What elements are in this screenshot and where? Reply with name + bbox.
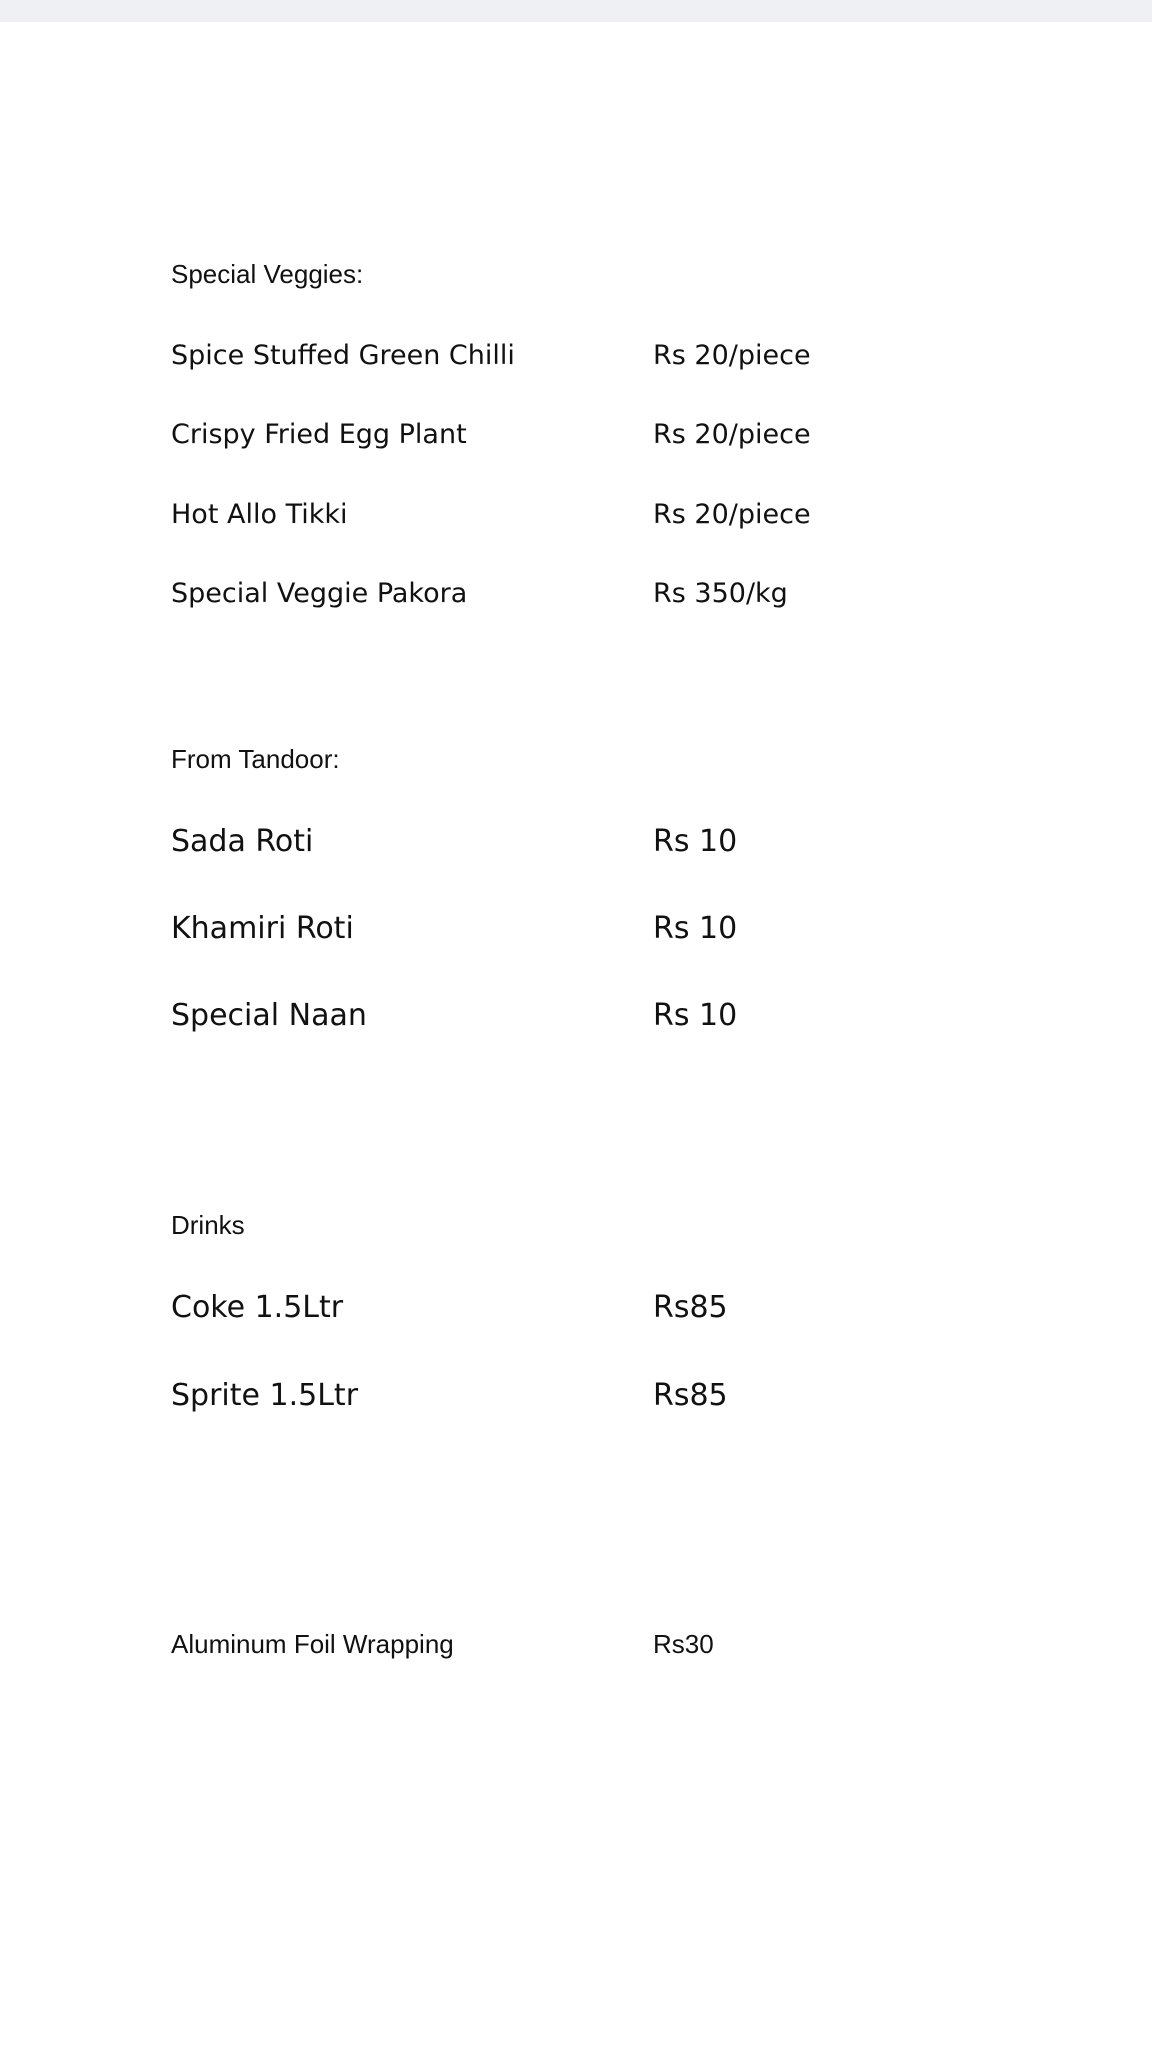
menu-item-name: Spice Stuffed Green Chilli (171, 340, 515, 371)
menu-item-price: Rs85 (653, 1290, 728, 1325)
extra-item-name: Aluminum Foil Wrapping (171, 1629, 454, 1659)
section-heading-drinks: Drinks (171, 1210, 245, 1240)
menu-item-price: Rs 350/kg (653, 578, 788, 609)
extra-item-price: Rs30 (653, 1629, 714, 1659)
menu-item-price: Rs 20/piece (653, 499, 811, 530)
menu-item-name: Hot Allo Tikki (171, 499, 348, 530)
menu-page (0, 22, 1152, 2048)
menu-item-price: Rs 20/piece (653, 419, 811, 450)
menu-item-name: Coke 1.5Ltr (171, 1290, 344, 1325)
menu-item-price: Rs 20/piece (653, 340, 811, 371)
menu-item-price: Rs85 (653, 1378, 728, 1413)
menu-item-name: Crispy Fried Egg Plant (171, 419, 467, 450)
menu-item-price: Rs 10 (653, 911, 738, 946)
menu-item-name: Sada Roti (171, 824, 314, 859)
section-heading-special-veggies: Special Veggies: (171, 259, 364, 289)
top-bar (0, 0, 1152, 22)
menu-item-name: Special Veggie Pakora (171, 578, 468, 609)
menu-item-name: Special Naan (171, 998, 367, 1033)
section-heading-from-tandoor: From Tandoor: (171, 744, 340, 774)
menu-item-price: Rs 10 (653, 824, 738, 859)
menu-item-name: Khamiri Roti (171, 911, 354, 946)
menu-item-price: Rs 10 (653, 998, 738, 1033)
menu-item-name: Sprite 1.5Ltr (171, 1378, 359, 1413)
